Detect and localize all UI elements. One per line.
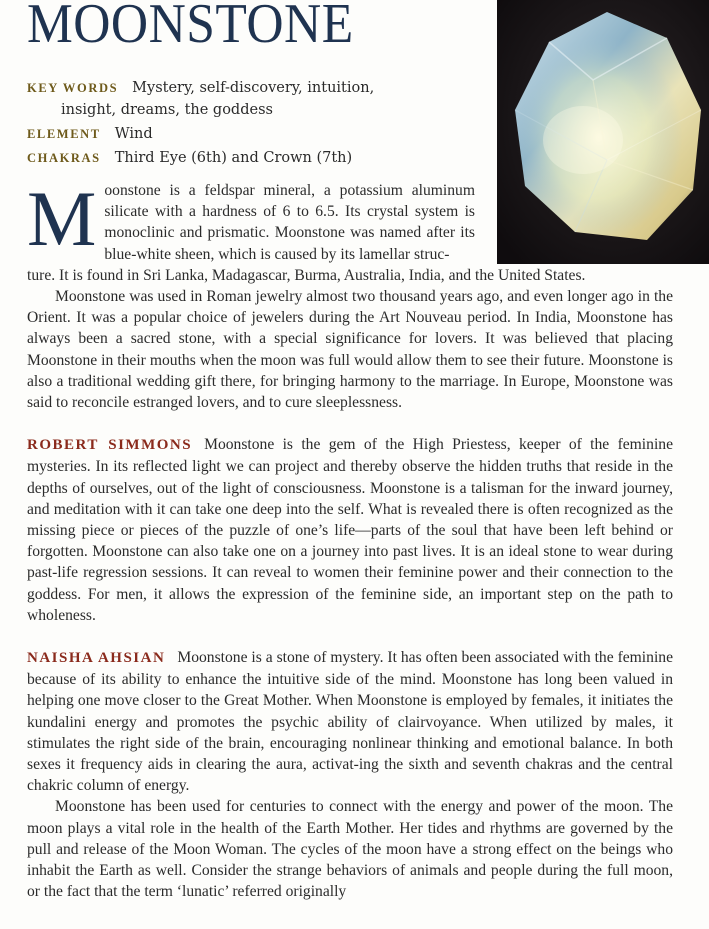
robert-simmons-label: ROBERT SIMMONS: [27, 437, 193, 454]
moon-paragraph: Moonstone has been used for centuries to connect with the energy and power of the moon. The moon plays a vital role in the health of the Earth Mother. Her tides and rhythms are governed by the pull and release of the Moon Woman. The cycles of the moon have a strong effect on the beings who inhabit the Earth as well. Consider the strange behaviors of animals and people during the full moon, or the fact that the term ‘lunatic’ referred originally: [27, 798, 673, 901]
section-spacer: [27, 413, 673, 434]
chakras-value: Third Eye (6th) and Crown (7th): [114, 150, 353, 166]
page-bottom-fade: [0, 921, 709, 929]
robert-simmons-section: [27, 434, 673, 626]
intro-text-continued: ture. It is found in Sri Lanka, Madagascar, Burma, Australia, India, and the United States.: [27, 266, 586, 284]
robert-simmons-text: Moonstone is the gem of the High Priestess, keeper of the feminine mysteries. In its reflected light we can project and thereby observe the hidden truths that reside in the depths of ourselves, out of the light of consciousness. Moonstone is a talisman for the inward journey, and meditation with it can take one deep into the self. What is revealed there is often recognized as the missing piece or pieces of the puzzle of one’s life—parts of the soul that have been left behind or forgotten. Moonstone can also take one on a journey into past lives. It is an ideal stone to wear during past-life regression sessions. It can reveal to women their feminine power and their connection to the goddess. For men, it allows the expression of the feminine side, an important step on the path to wholeness.: [27, 436, 673, 624]
element-row: [27, 123, 387, 145]
key-words-label: KEY WORDS: [27, 81, 119, 95]
history-paragraph: Moonstone was used in Roman jewelry almost two thousand years ago, and even longer ago in the Orient. It was a popular choice of jewelers during the Art Nouveau period. In India, Moonstone has always been a sacred stone, with a special significance for lovers. It was believed that placing Moonstone in their mouths when the moon was full would allow them to see their future. Moonstone is also a traditional wedding gift there, for bringing harmony to the marriage. In Europe, Moonstone was said to reconcile estranged lovers, and to cure sleeplessness.: [27, 288, 673, 412]
key-words-line1: Mystery, self-discovery, intuition,: [132, 80, 375, 96]
metadata-block: [27, 77, 387, 169]
key-words-row: [27, 77, 387, 121]
chakras-label: CHAKRAS: [27, 151, 101, 165]
naisha-ahsian-label: NAISHA AHSIAN: [27, 650, 166, 667]
body-text: [27, 175, 673, 903]
element-label: ELEMENT: [27, 127, 101, 141]
naisha-ahsian-section: [27, 647, 673, 796]
intro-paragraph: [27, 175, 475, 265]
page-title: MOONSTONE: [27, 0, 354, 55]
key-words-line2: insight, dreams, the goddess: [61, 102, 273, 118]
intro-text: oonstone is a feldspar mineral, a potassium aluminum silicate with a hardness of 6 to 6.5. Its crystal system is monoclinic and prismatic. Moonstone was named after its blue-white sheen, which is caused by its lamellar struc-: [104, 182, 475, 263]
element-value: Wind: [114, 126, 153, 142]
naisha-ahsian-text: Moonstone is a stone of mystery. It has often been associated with the feminine because of its ability to enhance the intuitive side of the mind. Moonstone has long been valued in helping one move closer to the Great Mother. When Moonstone is employed by females, it initiates the kundalini energy and promotes the psychic ability of clairvoyance. When utilized by males, it stimulates the right side of the brain, encouraging nonlinear thinking and emotional balance. In both sexes it frequency aids in clearing the aura, activat-ing the sixth and seventh chakras and the central chakric column of energy.: [27, 649, 673, 795]
drop-cap: M: [27, 175, 97, 262]
chakras-row: [27, 147, 387, 169]
section-spacer: [27, 626, 673, 647]
